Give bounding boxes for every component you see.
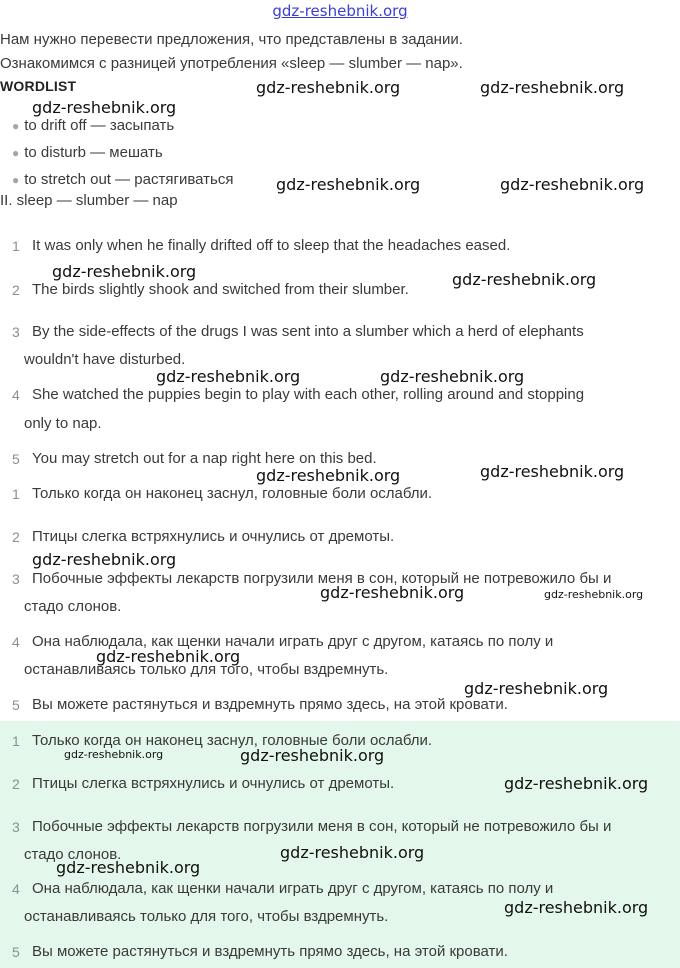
english-sentence: You may stretch out for a nap right here on this bed. xyxy=(32,450,377,467)
answer-sentence: Побочные эффекты лекарств погрузили меня в сон, который не потревожило бы и xyxy=(32,818,612,835)
english-sentence: It was only when he finally drifted off to sleep that the headaches eased. xyxy=(32,237,511,254)
item-number: 5 xyxy=(12,451,20,467)
watermark: gdz-reshebnik.org xyxy=(256,466,401,485)
intro-line-2: Ознакомимся с разницей употребления «sleep — slumber — nap». xyxy=(0,55,463,72)
russian-sentence-cont: останавливаясь только для того, чтобы вздремнуть. xyxy=(24,661,389,678)
answer-sentence: Только когда он наконец заснул, головные боли ослабли. xyxy=(32,732,433,749)
russian-sentence: Побочные эффекты лекарств погрузили меня в сон, который не потревожило бы и xyxy=(32,570,612,587)
item-number: 4 xyxy=(12,387,20,403)
english-sentence: She watched the puppies begin to play with each other, rolling around and stopping xyxy=(32,386,585,403)
watermark: gdz-reshebnik.org xyxy=(32,98,177,117)
english-sentence-cont: wouldn't have disturbed. xyxy=(24,351,186,368)
wordlist-item xyxy=(12,117,174,134)
item-number: 5 xyxy=(12,697,20,713)
watermark: gdz-reshebnik.org xyxy=(320,583,465,602)
russian-sentence: Птицы слегка встряхнулись и очнулись от дремоты. xyxy=(32,528,395,545)
item-number: 3 xyxy=(12,571,20,587)
watermark: gdz-reshebnik.org xyxy=(504,898,649,917)
watermark: gdz-reshebnik.org xyxy=(464,679,609,698)
wordlist-item xyxy=(12,144,163,161)
watermark: gdz-reshebnik.org xyxy=(156,367,301,386)
item-number: 5 xyxy=(12,944,20,960)
watermark: gdz-reshebnik.org xyxy=(380,367,525,386)
watermark-small: gdz-reshebnik.org xyxy=(64,748,164,761)
watermark: gdz-reshebnik.org xyxy=(52,262,197,281)
english-sentence: By the side-effects of the drugs I was sent into a slumber which a herd of elephants xyxy=(32,323,584,340)
wordlist-title: WORDLIST xyxy=(0,78,77,94)
watermark: gdz-reshebnik.org xyxy=(480,462,625,481)
russian-sentence: Вы можете растянуться и вздремнуть прямо здесь, на этой кровати. xyxy=(32,696,508,713)
item-number: 1 xyxy=(12,238,20,254)
watermark-small: gdz-reshebnik.org xyxy=(544,588,644,601)
item-number: 2 xyxy=(12,282,20,298)
item-number: 3 xyxy=(12,324,20,340)
bullet-icon: ● xyxy=(12,146,20,160)
watermark: gdz-reshebnik.org xyxy=(96,647,241,666)
russian-sentence: Только когда он наконец заснул, головные боли ослабли. xyxy=(32,485,433,502)
watermark: gdz-reshebnik.org xyxy=(500,175,645,194)
bullet-icon: ● xyxy=(12,119,20,133)
watermark: gdz-reshebnik.org xyxy=(280,843,425,862)
answer-sentence: Вы можете растянуться и вздремнуть прямо здесь, на этой кровати. xyxy=(32,943,508,960)
english-sentence: The birds slightly shook and switched from their slumber. xyxy=(32,281,409,298)
russian-sentence: Она наблюдала, как щенки начали играть друг с другом, катаясь по полу и xyxy=(32,633,554,650)
wordlist-item-text: to drift off — засыпать xyxy=(24,117,175,134)
top-watermark-link[interactable]: gdz-reshebnik.org xyxy=(272,2,408,20)
watermark: gdz-reshebnik.org xyxy=(452,270,597,289)
watermark: gdz-reshebnik.org xyxy=(276,175,421,194)
russian-sentence-cont: стадо слонов. xyxy=(24,598,122,615)
item-number: 4 xyxy=(12,881,20,897)
item-number: 4 xyxy=(12,634,20,650)
watermark: gdz-reshebnik.org xyxy=(240,746,385,765)
wordlist-item xyxy=(12,171,233,188)
wordlist-item-text: to disturb — мешать xyxy=(24,144,163,161)
english-sentence-cont: only to nap. xyxy=(24,415,102,432)
item-number: 2 xyxy=(12,529,20,545)
item-number: 2 xyxy=(12,776,20,792)
item-number: 1 xyxy=(12,486,20,502)
bullet-icon: ● xyxy=(12,173,20,187)
watermark: gdz-reshebnik.org xyxy=(256,78,401,97)
item-number: 3 xyxy=(12,819,20,835)
intro-line-1: Нам нужно перевести предложения, что представлены в задании. xyxy=(0,31,463,48)
answer-sentence: Она наблюдала, как щенки начали играть друг с другом, катаясь по полу и xyxy=(32,880,554,897)
watermark: gdz-reshebnik.org xyxy=(504,774,649,793)
watermark: gdz-reshebnik.org xyxy=(32,550,177,569)
wordlist-item-text: to stretch out — растягиваться xyxy=(24,171,234,188)
item-number: 1 xyxy=(12,733,20,749)
section-title: II. sleep — slumber — nap xyxy=(0,192,178,209)
answer-sentence-cont: останавливаясь только для того, чтобы вздремнуть. xyxy=(24,908,389,925)
answer-sentence: Птицы слегка встряхнулись и очнулись от дремоты. xyxy=(32,775,395,792)
watermark: gdz-reshebnik.org xyxy=(480,78,625,97)
answer-sentence-cont: стадо слонов. xyxy=(24,846,122,863)
watermark: gdz-reshebnik.org xyxy=(56,858,201,877)
